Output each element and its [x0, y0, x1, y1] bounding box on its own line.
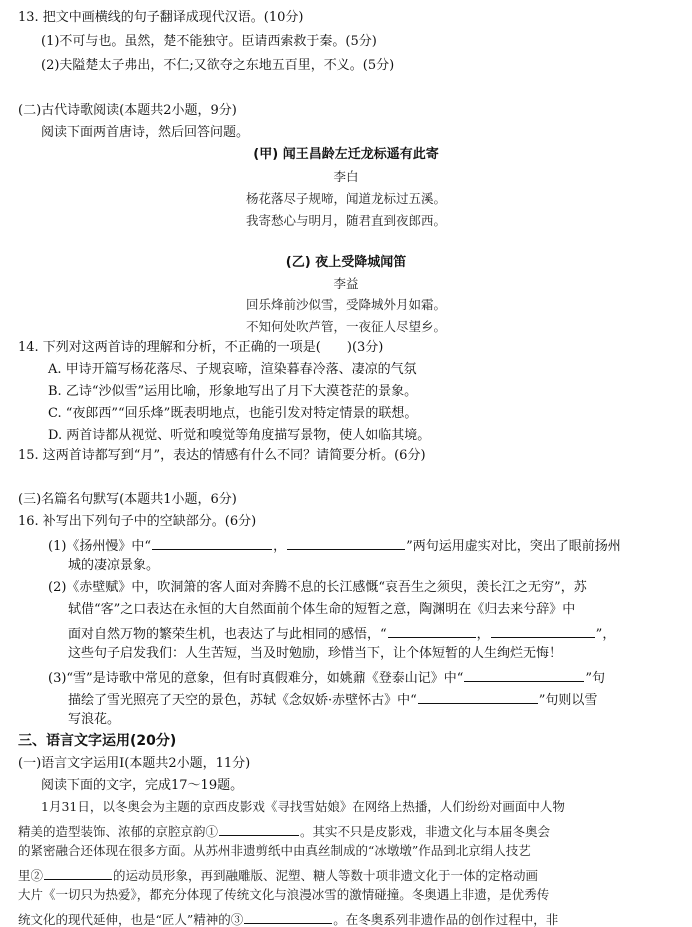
passage-line-3: 的紧密融合还体现在很多方面。从苏州非遗剪纸中由真丝制成的“冰墩墩”作品到北京绢人技艺 [18, 843, 531, 858]
answer-blank[interactable] [287, 537, 405, 550]
answer-blank[interactable] [491, 625, 595, 638]
q14-stem: 14. 下列对这两首诗的理解和分析，不正确的一项是( )(3分) [18, 340, 384, 355]
poem-a-line-1: 杨花落尽子规啼，闻道龙标过五溪。 [245, 191, 446, 206]
poem-a-title: (甲) 闻王昌龄左迁龙标遥有此寄 [253, 147, 439, 162]
answer-blank[interactable] [44, 867, 112, 880]
poem-b-line-2: 不知何处吹芦管，一夜征人尽望乡。 [245, 319, 446, 334]
poem-b-title: (乙) 夜上受降城闻笛 [285, 255, 407, 270]
section-heading-dictation: (三)名篇名句默写(本题共1小题，6分) [18, 492, 237, 507]
answer-blank[interactable] [152, 537, 272, 550]
q15-stem: 15. 这两首诗都写到“月”，表达的情感有什么不同？请简要分析。(6分) [18, 448, 426, 463]
q14-option-b: B. 乙诗“沙似雪”运用比喻，形象地写出了月下大漠苍茫的景象。 [48, 384, 418, 399]
answer-blank[interactable] [219, 823, 299, 836]
q16-stem: 16. 补写出下列句子中的空缺部分。(6分) [18, 514, 257, 529]
answer-blank[interactable] [244, 911, 332, 924]
answer-blank[interactable] [418, 691, 538, 704]
q13-stem: 13. 把文中画横线的句子翻译成现代汉语。(10分) [18, 10, 304, 25]
section-heading-poetry: (二)古代诗歌阅读(本题共2小题，9分) [18, 103, 237, 118]
section-intro-poetry: 阅读下面两首唐诗，然后回答问题。 [41, 125, 250, 140]
passage-line-4: 里② 的运动员形象，再到融雕版、泥塑、糖人等数十项非遗文化于一体的定格动画 [18, 868, 539, 883]
poem-a-line-2: 我寄愁心与明月，随君直到夜郎西。 [245, 213, 446, 228]
q16-item-3-line-3: 写浪花。 [68, 712, 121, 727]
q14-option-d: D. 两首诗都从视觉、听觉和嗅觉等角度描写景物，使人如临其境。 [48, 428, 431, 443]
q14-option-a: A. 甲诗开篇写杨花落尽、子规哀啼，渲染暮春冷落、凄凉的气氛 [48, 362, 417, 377]
poem-b-author: 李益 [333, 276, 359, 291]
q16-item-2-line-4: 这些句子启发我们：人生苦短，当及时勉励，珍惜当下，让个体短暂的人生绚烂无悔！ [68, 646, 563, 661]
subsection-heading-language-1: (一)语言文字运用Ⅰ(本题共2小题，11分) [18, 756, 251, 771]
q16-item-1-line-2: 城的凄凉景象。 [68, 558, 160, 573]
answer-blank[interactable] [464, 669, 584, 682]
subsection-intro: 阅读下面的文字，完成17～19题。 [41, 778, 244, 793]
passage-line-1: 1月31日，以冬奥会为主题的京西皮影戏《寻找雪姑娘》在网络上热播，人们纷纷对画面中人物 [41, 799, 565, 814]
passage-line-2: 精美的造型装饰、浓郁的京腔京韵① 。其实不只是皮影戏，非遗文化与本届冬奥会 [18, 824, 551, 839]
q16-item-3-line-1: (3)“雪”是诗歌中常见的意象，但有时真假难分，如姚鼐《登泰山记》中“ ”句 [48, 671, 606, 686]
q16-item-3-line-2: 描绘了雪光照亮了天空的景色，苏轼《念奴娇·赤壁怀古》中“ ”句则以雪 [68, 693, 598, 708]
poem-a-author: 李白 [333, 169, 359, 184]
poem-b-line-1: 回乐烽前沙似雪，受降城外月如霜。 [245, 297, 446, 312]
part-heading-language: 三、语言文字运用(20分) [18, 733, 177, 749]
answer-blank[interactable] [388, 625, 476, 638]
q16-item-1-line-1: (1)《扬州慢》中“ ， ”两句运用虚实对比，突出了眼前扬州 [48, 539, 621, 554]
q16-item-2-line-1: (2)《赤壁赋》中，吹洞箫的客人面对奔腾不息的长江感慨“哀吾生之须臾，羡长江之无穷”，苏 [48, 580, 587, 595]
q13-sentence-2: (2)夫隘楚太子弗出，不仁;又欲夺之东地五百里，不义。(5分) [41, 58, 395, 73]
passage-line-6: 统文化的现代延伸，也是“匠人”精神的③ 。在冬奥系列非遗作品的创作过程中，非 [18, 912, 559, 927]
q16-item-2-line-2: 轼借“客”之口表达在永恒的大自然面前个体生命的短暂之意，陶渊明在《归去来兮辞》中 [68, 602, 576, 617]
q16-item-2-line-3: 面对自然万物的繁荣生机，也表达了与此相同的感悟，“ ， ”， [68, 627, 616, 642]
q13-sentence-1: (1)不可与也。虽然，楚不能独守。臣请西索救于秦。(5分) [41, 34, 377, 49]
passage-line-5: 大片《一切只为热爱》，都充分体现了传统文化与浪漫冰雪的激情碰撞。冬奥遇上非遗，是优秀传 [18, 887, 550, 902]
q14-option-c: C. “夜郎西”“回乐烽”既表明地点，也能引发对特定情景的联想。 [48, 406, 418, 421]
